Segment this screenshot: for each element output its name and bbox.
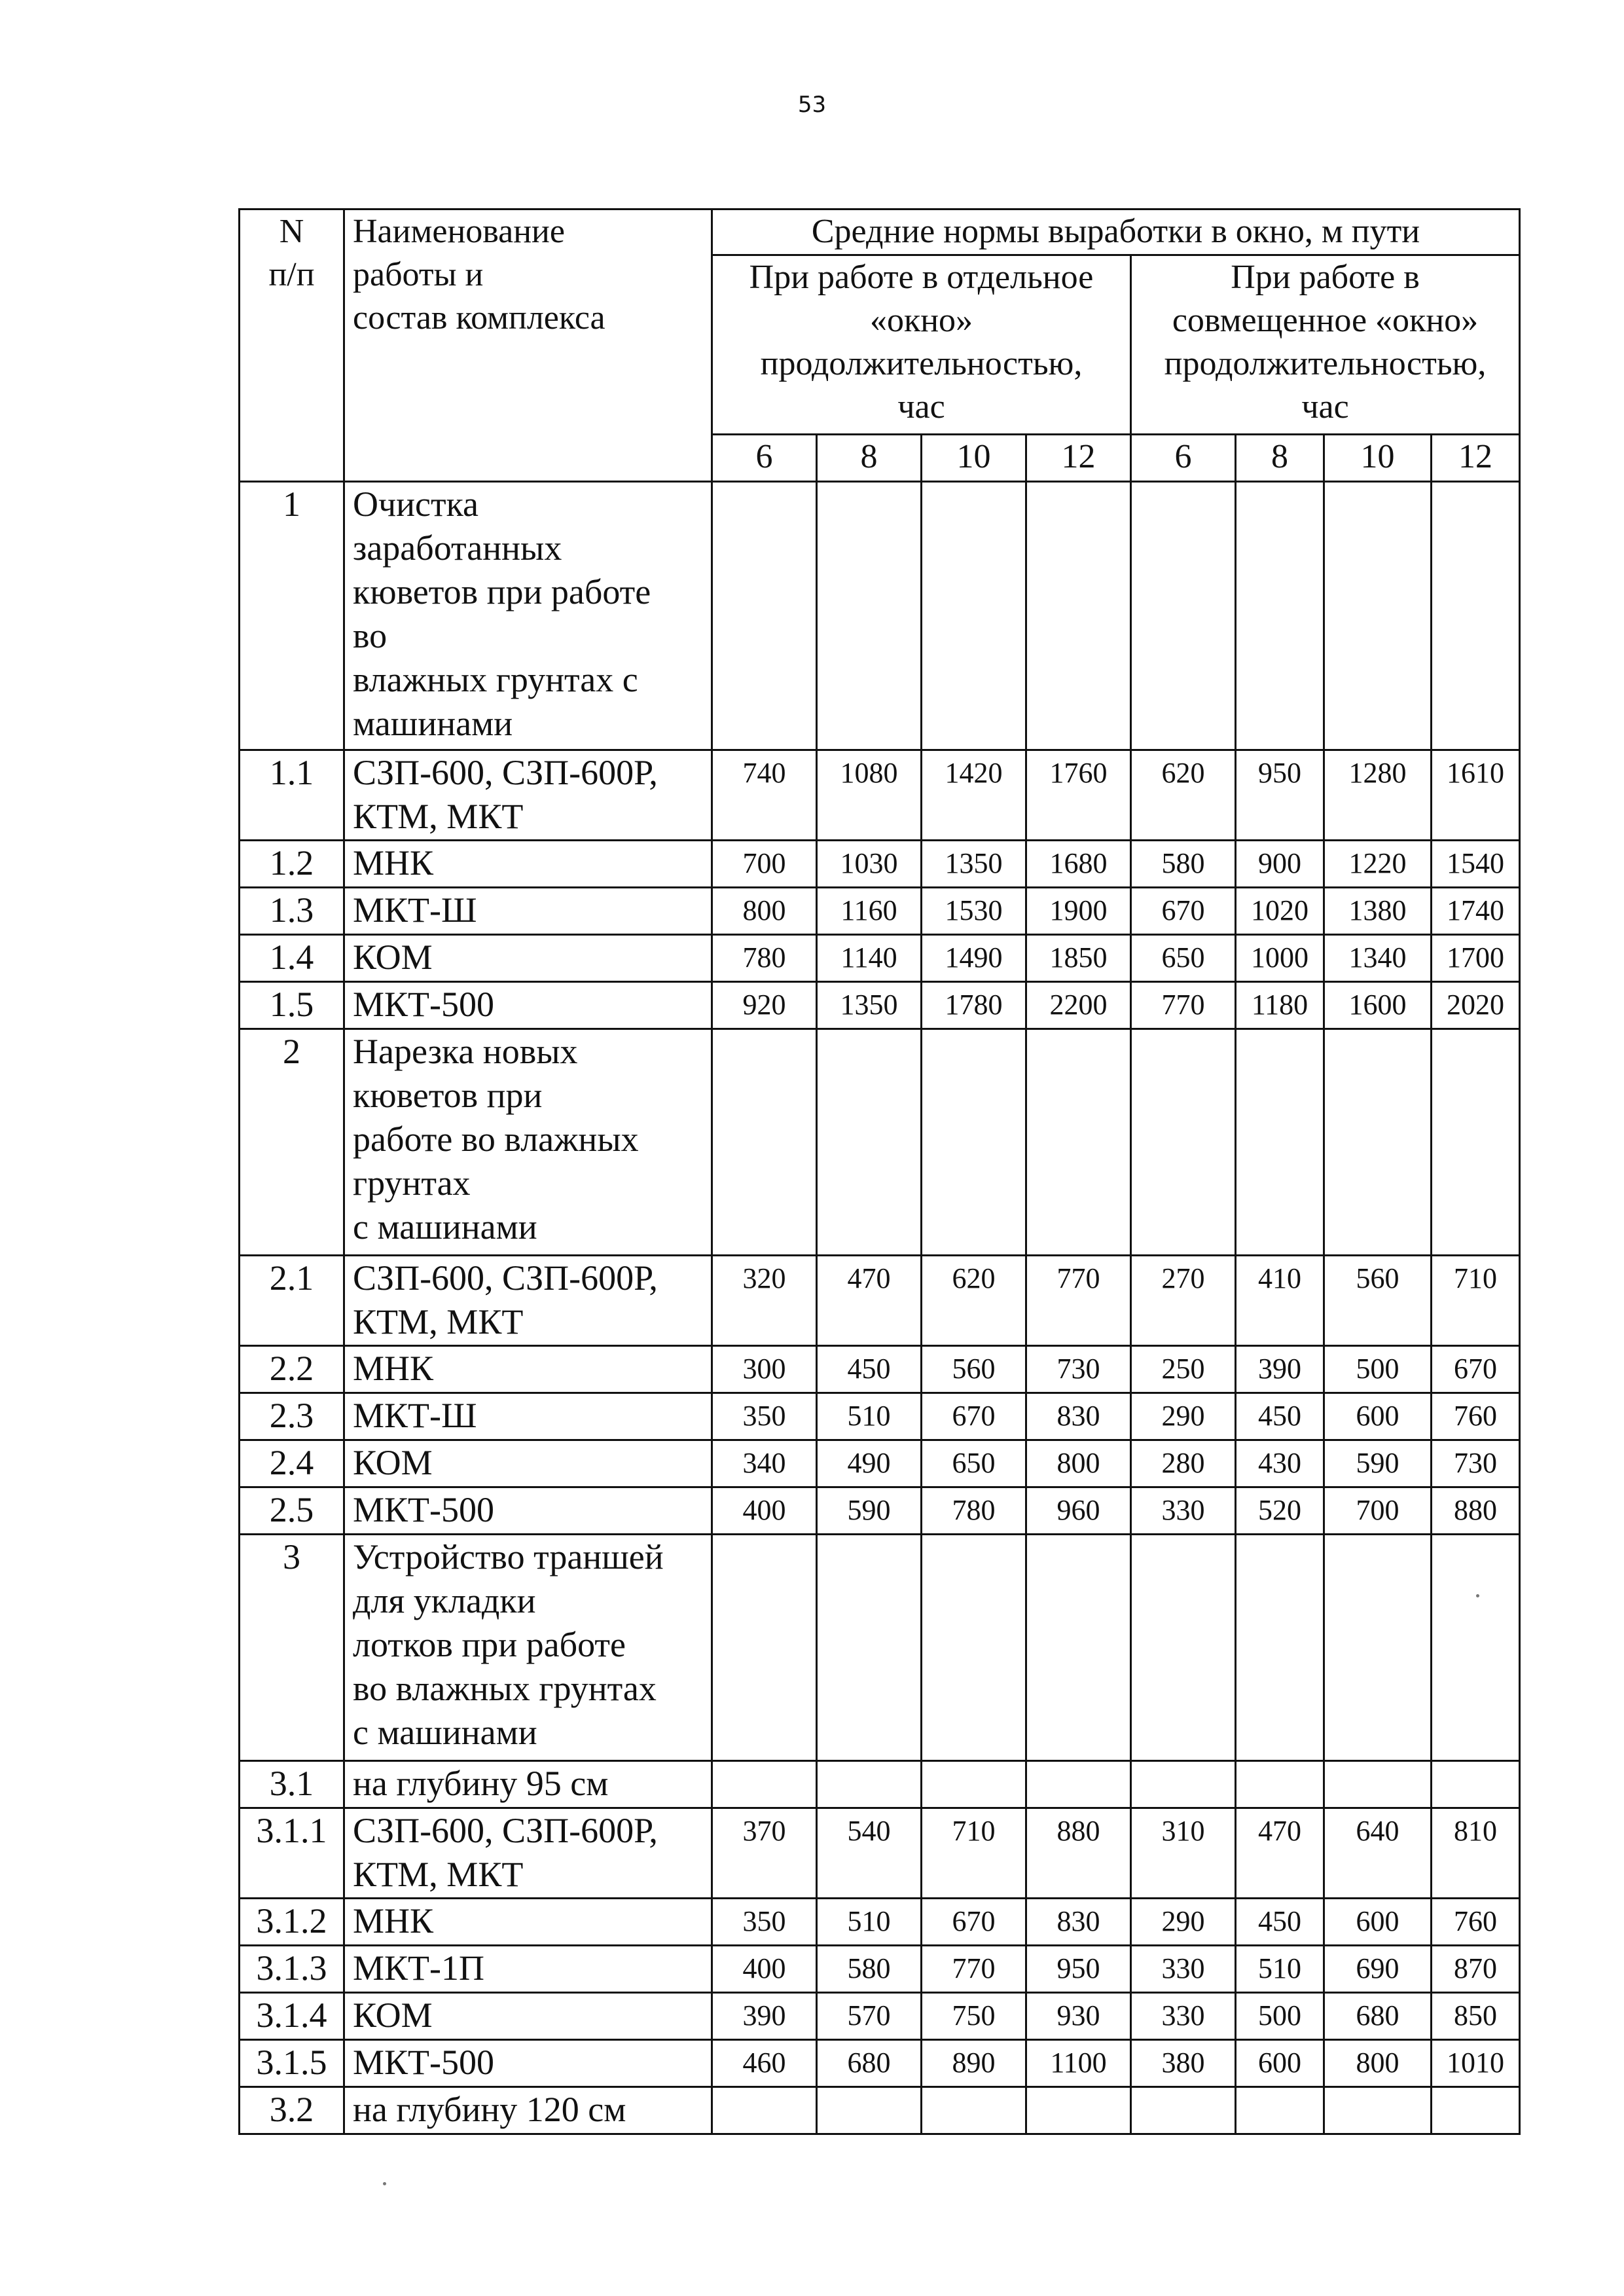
work-name: МНК [344,1346,712,1393]
norm-value: 1100 [1026,2040,1131,2087]
norm-value: 1020 [1236,888,1324,935]
norm-value: 330 [1131,1993,1236,2040]
norm-value: 400 [712,1946,817,1993]
norm-value [1324,482,1432,750]
norm-value: 760 [1432,1899,1520,1946]
work-name: СЗП-600, СЗП-600Р, КТМ, МКТ [344,750,712,841]
norm-value: 370 [712,1808,817,1899]
norm-value: 400 [712,1487,817,1535]
norm-value: 650 [922,1440,1026,1487]
norm-value: 950 [1236,750,1324,841]
row-number: 1.4 [240,935,344,982]
norm-value: 460 [712,2040,817,2087]
norm-value: 620 [922,1256,1026,1346]
norm-value: 710 [922,1808,1026,1899]
norm-value [1324,2087,1432,2134]
work-name: МНК [344,841,712,888]
norm-value: 340 [712,1440,817,1487]
norm-value: 1540 [1432,841,1520,888]
norm-value [1432,2087,1520,2134]
norm-value: 760 [1432,1393,1520,1440]
norm-value [1131,1029,1236,1256]
norm-value: 380 [1131,2040,1236,2087]
norm-value: 270 [1131,1256,1236,1346]
row-number: 2 [240,1029,344,1256]
header-row-number: N п/п [240,210,344,482]
work-name: МНК [344,1899,712,1946]
norm-value: 500 [1236,1993,1324,2040]
row-number: 3.1.3 [240,1946,344,1993]
norm-value [712,1761,817,1808]
norm-value [1131,1761,1236,1808]
norm-value: 1700 [1432,935,1520,982]
row-number: 2.4 [240,1440,344,1487]
norm-value: 450 [817,1346,922,1393]
header-hour-cell: 10 [1324,435,1432,482]
norm-value [1432,1535,1520,1761]
norm-value [1236,1761,1324,1808]
header-hour-cell: 6 [712,435,817,482]
norm-value [1236,2087,1324,2134]
norm-value: 700 [712,841,817,888]
norm-value: 330 [1131,1946,1236,1993]
scan-speck [383,2182,386,2185]
norm-value: 680 [1324,1993,1432,2040]
norm-value: 780 [712,935,817,982]
norm-value [1131,2087,1236,2134]
table-row [240,2040,1520,2087]
norm-value: 470 [1236,1808,1324,1899]
norm-value: 850 [1432,1993,1520,2040]
scan-speck [1476,1594,1479,1597]
work-name: на глубину 95 см [344,1761,712,1808]
work-name: МКТ-500 [344,982,712,1029]
row-number: 3.1.1 [240,1808,344,1899]
work-name: КОМ [344,1993,712,2040]
norm-value [1026,2087,1131,2134]
norm-value [1236,482,1324,750]
norm-value: 310 [1131,1808,1236,1899]
norm-value [1432,1029,1520,1256]
norm-value [1324,1029,1432,1256]
norm-value: 1180 [1236,982,1324,1029]
header-work-name-text: Наименование работы и состав комплекса [353,213,605,337]
norm-value: 1780 [922,982,1026,1029]
norm-value: 490 [817,1440,922,1487]
norm-value: 560 [1324,1256,1432,1346]
norm-value: 600 [1236,2040,1324,2087]
norm-value [1432,1761,1520,1808]
norm-value: 880 [1432,1487,1520,1535]
norm-value: 680 [817,2040,922,2087]
norm-value: 1420 [922,750,1026,841]
row-number: 2.1 [240,1256,344,1346]
norm-value: 390 [1236,1346,1324,1393]
row-number: 3.1.2 [240,1899,344,1946]
norm-value: 300 [712,1346,817,1393]
work-name: Устройство траншей для укладки лотков при работе во влажных грунтах с машинами [344,1535,712,1761]
norm-value: 1900 [1026,888,1131,935]
table-row [240,1808,1520,1899]
norm-value [712,2087,817,2134]
header-hour-cell: 8 [1236,435,1324,482]
norm-value: 800 [1026,1440,1131,1487]
norm-value: 1740 [1432,888,1520,935]
norm-value: 770 [1131,982,1236,1029]
header-separate-window: При работе в отдельное «окно» продолжительностью, час [712,255,1131,435]
norm-value: 1380 [1324,888,1432,935]
table-row [240,1993,1520,2040]
norm-value: 670 [922,1393,1026,1440]
norm-value: 350 [712,1393,817,1440]
table-row [240,935,1520,982]
norm-value: 510 [817,1393,922,1440]
norm-value: 290 [1131,1393,1236,1440]
norm-value: 590 [1324,1440,1432,1487]
norm-value [817,1029,922,1256]
table-row [240,1393,1520,1440]
norm-value: 350 [712,1899,817,1946]
norm-value: 390 [712,1993,817,2040]
work-name: МКТ-Ш [344,1393,712,1440]
norm-value: 330 [1131,1487,1236,1535]
norm-value [1131,1535,1236,1761]
work-name: на глубину 120 см [344,2087,712,2134]
table-row [240,1535,1520,1761]
norm-value: 430 [1236,1440,1324,1487]
norm-value: 510 [817,1899,922,1946]
norm-value [922,482,1026,750]
norm-value: 640 [1324,1808,1432,1899]
norm-value: 670 [922,1899,1026,1946]
norm-value: 410 [1236,1256,1324,1346]
table-row [240,982,1520,1029]
table-row [240,1256,1520,1346]
row-number: 2.5 [240,1487,344,1535]
norm-value: 290 [1131,1899,1236,1946]
norm-value [1236,1029,1324,1256]
norm-value: 900 [1236,841,1324,888]
norm-value: 740 [712,750,817,841]
norm-value [817,482,922,750]
norm-value: 1080 [817,750,922,841]
norm-value: 510 [1236,1946,1324,1993]
header-work-name [344,210,712,482]
norm-value [1026,482,1131,750]
norm-value [1324,1535,1432,1761]
norm-value: 810 [1432,1808,1520,1899]
norm-value: 880 [1026,1808,1131,1899]
norm-value: 870 [1432,1946,1520,1993]
norm-value: 670 [1432,1346,1520,1393]
norm-value: 1350 [922,841,1026,888]
row-number: 1.3 [240,888,344,935]
norm-value: 500 [1324,1346,1432,1393]
row-number: 2.3 [240,1393,344,1440]
norm-value: 590 [817,1487,922,1535]
norm-value: 1490 [922,935,1026,982]
norm-value: 600 [1324,1899,1432,1946]
norm-value: 930 [1026,1993,1131,2040]
norm-value [922,1761,1026,1808]
table-row [240,1899,1520,1946]
norm-value [1026,1029,1131,1256]
norm-value [1324,1761,1432,1808]
norm-value: 250 [1131,1346,1236,1393]
table-row [240,1946,1520,1993]
table-row [240,750,1520,841]
norm-value: 890 [922,2040,1026,2087]
work-name: МКТ-1П [344,1946,712,1993]
header-hour-cell: 12 [1026,435,1131,482]
norm-value: 650 [1131,935,1236,982]
norm-value: 950 [1026,1946,1131,1993]
norm-value [1026,1535,1131,1761]
table-row [240,841,1520,888]
table-row [240,482,1520,750]
header-group-title: Средние нормы выработки в окно, м пути [712,210,1520,255]
norm-value [1236,1535,1324,1761]
norm-value [712,482,817,750]
norm-value: 830 [1026,1899,1131,1946]
norm-value: 710 [1432,1256,1520,1346]
table-row [240,2087,1520,2134]
norm-value: 1350 [817,982,922,1029]
table-row [240,1346,1520,1393]
row-number: 2.2 [240,1346,344,1393]
header-hour-cell: 8 [817,435,922,482]
norm-value: 570 [817,1993,922,2040]
norm-value: 1340 [1324,935,1432,982]
norm-value: 1010 [1432,2040,1520,2087]
norm-value: 1600 [1324,982,1432,1029]
row-number: 1.5 [240,982,344,1029]
header-hour-cell: 10 [922,435,1026,482]
work-name: КОМ [344,1440,712,1487]
table-row [240,888,1520,935]
norm-value [712,1535,817,1761]
table-row [240,1440,1520,1487]
norm-value: 450 [1236,1899,1324,1946]
norm-value: 730 [1026,1346,1131,1393]
norm-value: 580 [1131,841,1236,888]
norm-value: 1140 [817,935,922,982]
table-row [240,1487,1520,1535]
norm-value: 1610 [1432,750,1520,841]
row-number: 3.1 [240,1761,344,1808]
norm-value: 690 [1324,1946,1432,1993]
norm-value [1026,1761,1131,1808]
norm-value: 1850 [1026,935,1131,982]
table-row [240,1029,1520,1256]
table-row [240,1761,1520,1808]
norm-value: 700 [1324,1487,1432,1535]
norm-value: 960 [1026,1487,1131,1535]
norm-value: 1680 [1026,841,1131,888]
header-combined-window: При работе в совмещенное «окно» продолжительностью, час [1131,255,1520,435]
row-number: 3.1.5 [240,2040,344,2087]
work-name: СЗП-600, СЗП-600Р, КТМ, МКТ [344,1808,712,1899]
row-number: 3.1.4 [240,1993,344,2040]
norm-value [817,1535,922,1761]
work-name: СЗП-600, СЗП-600Р, КТМ, МКТ [344,1256,712,1346]
norm-value: 670 [1131,888,1236,935]
norm-value: 520 [1236,1487,1324,1535]
norm-value: 920 [712,982,817,1029]
row-number: 1.1 [240,750,344,841]
work-name: МКТ-500 [344,2040,712,2087]
header-hour-cell: 6 [1131,435,1236,482]
norm-value: 620 [1131,750,1236,841]
norm-value: 450 [1236,1393,1324,1440]
work-norms-table [238,208,1521,2135]
norm-value [817,1761,922,1808]
norm-value: 600 [1324,1393,1432,1440]
norm-value: 1530 [922,888,1026,935]
row-number: 1.2 [240,841,344,888]
norm-value [712,1029,817,1256]
norm-value: 780 [922,1487,1026,1535]
norm-value [922,1535,1026,1761]
norm-value [922,2087,1026,2134]
norm-value [1131,482,1236,750]
norm-value: 1030 [817,841,922,888]
norm-value: 770 [922,1946,1026,1993]
norm-value: 800 [1324,2040,1432,2087]
norm-value: 1160 [817,888,922,935]
norm-value: 1220 [1324,841,1432,888]
norm-value: 830 [1026,1393,1131,1440]
norm-value [817,2087,922,2134]
norm-value: 2020 [1432,982,1520,1029]
norm-value: 320 [712,1256,817,1346]
row-number: 3 [240,1535,344,1761]
norm-value [922,1029,1026,1256]
norm-value: 470 [817,1256,922,1346]
norm-value: 2200 [1026,982,1131,1029]
norm-value: 800 [712,888,817,935]
norm-value: 1000 [1236,935,1324,982]
norm-value: 540 [817,1808,922,1899]
page-number: 53 [797,92,827,118]
norm-value: 730 [1432,1440,1520,1487]
work-name: Нарезка новых кюветов при работе во влажных грунтах с машинами [344,1029,712,1256]
row-number: 1 [240,482,344,750]
norm-value: 1280 [1324,750,1432,841]
norm-value: 280 [1131,1440,1236,1487]
norm-value: 750 [922,1993,1026,2040]
norm-value: 580 [817,1946,922,1993]
row-number: 3.2 [240,2087,344,2134]
work-name: МКТ-Ш [344,888,712,935]
header-hour-cell: 12 [1432,435,1520,482]
norm-value: 560 [922,1346,1026,1393]
work-name: Очистка заработанных кюветов при работе во влажных грунтах с машинами [344,482,712,750]
work-name: КОМ [344,935,712,982]
norm-value: 770 [1026,1256,1131,1346]
norm-value [1432,482,1520,750]
norm-value: 1760 [1026,750,1131,841]
work-name: МКТ-500 [344,1487,712,1535]
